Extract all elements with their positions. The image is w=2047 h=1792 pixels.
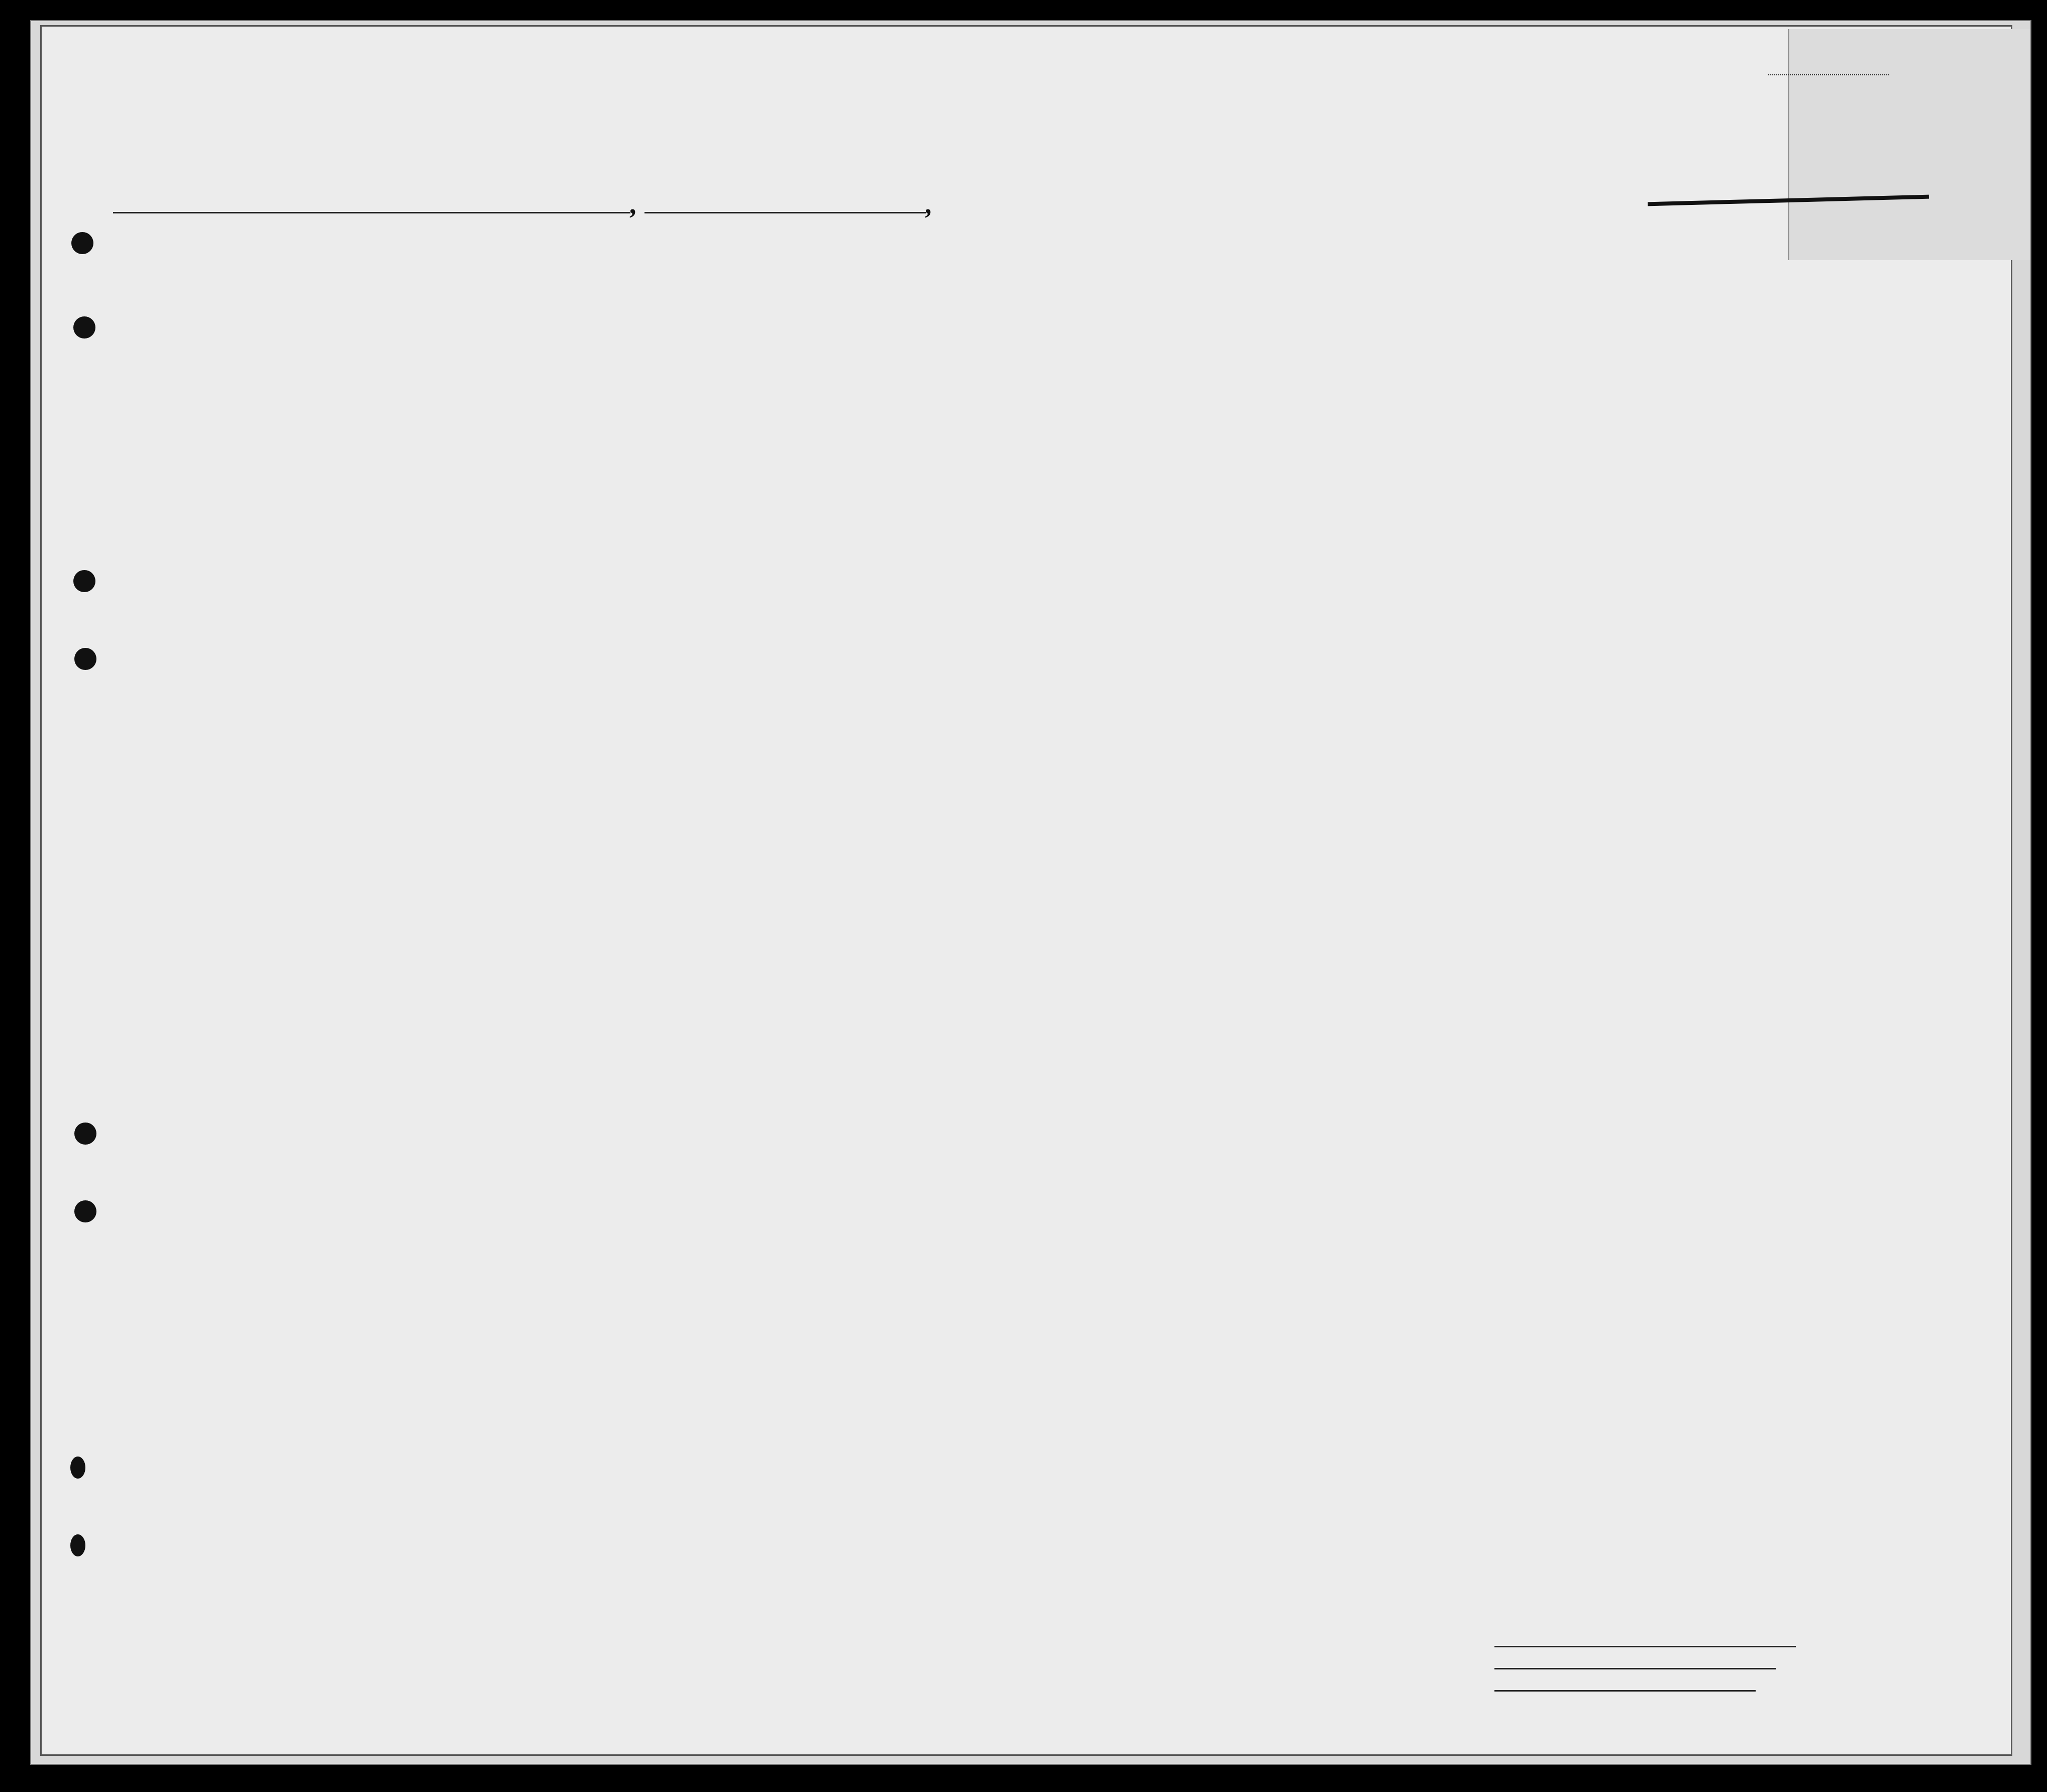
agents-row [1494, 1679, 1756, 1695]
line-row [1494, 1635, 1796, 1651]
owners-row [1494, 1657, 1776, 1673]
arrival-line: , , [113, 188, 933, 220]
